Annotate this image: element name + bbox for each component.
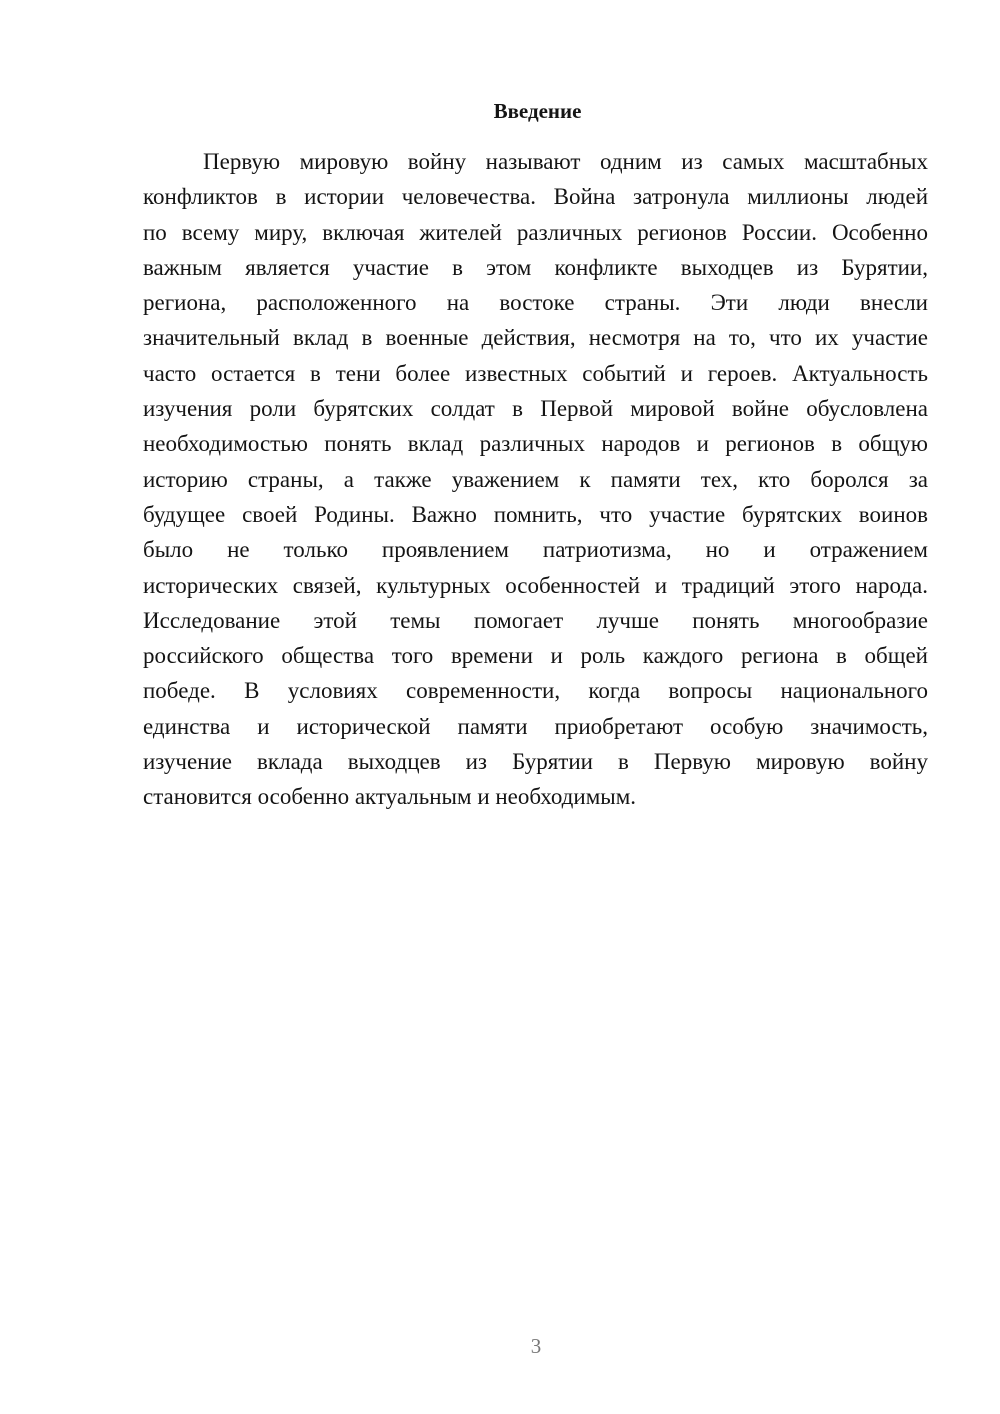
paragraph-line: необходимостью понять вклад различных народов и регионов в общую bbox=[143, 431, 928, 457]
paragraph-line: было не только проявлением патриотизма, но и отражением bbox=[143, 537, 928, 563]
paragraph-line: единства и исторической памяти приобретают особую значимость, bbox=[143, 713, 928, 739]
paragraph-line: важным является участие в этом конфликте выходцев из Бурятии, bbox=[143, 254, 928, 280]
paragraph-line: становится особенно актуальным и необходимым. bbox=[143, 784, 637, 810]
paragraph-line: изучение вклада выходцев из Бурятии в Первую мировую войну bbox=[143, 749, 928, 775]
paragraph-line: Первую мировую войну называют одним из самых масштабных bbox=[203, 149, 928, 174]
paragraph-line: изучения роли бурятских солдат в Первой мировой войне обусловлена bbox=[143, 396, 928, 422]
paragraph-line: Исследование этой темы помогает лучше понять многообразие bbox=[143, 607, 928, 633]
paragraph-line: историю страны, а также уважением к памяти тех, кто боролся за bbox=[143, 466, 928, 492]
paragraph-line: значительный вклад в военные действия, несмотря на то, что их участие bbox=[143, 325, 928, 351]
paragraph-line: часто остается в тени более известных событий и героев. Актуальность bbox=[143, 360, 928, 386]
paragraph-line: победе. В условиях современности, когда вопросы национального bbox=[143, 678, 928, 704]
paragraph-line: российского общества того времени и роль каждого региона в общей bbox=[143, 643, 928, 669]
paragraph-line: по всему миру, включая жителей различных регионов России. Особенно bbox=[143, 219, 928, 245]
paragraph-line: будущее своей Родины. Важно помнить, что участие бурятских воинов bbox=[143, 501, 928, 527]
paragraph-line: исторических связей, культурных особенностей и традиций этого народа. bbox=[143, 572, 928, 598]
paragraph-line: конфликтов в истории человечества. Война затронула миллионы людей bbox=[143, 184, 928, 210]
page-title: Введение bbox=[493, 99, 582, 123]
body-paragraph bbox=[143, 144, 928, 815]
page-number: 3 bbox=[530, 1334, 542, 1358]
paragraph-line: региона, расположенного на востоке страны. Эти люди внесли bbox=[143, 290, 928, 316]
